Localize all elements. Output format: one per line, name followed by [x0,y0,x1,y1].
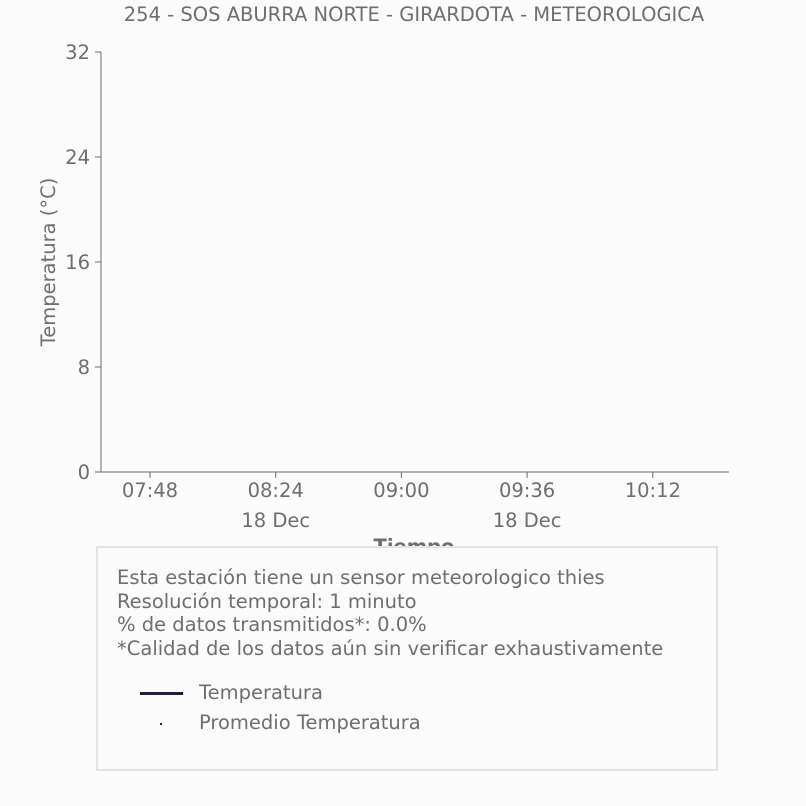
info-line-resolution: Resolución temporal: 1 minuto [117,589,417,613]
x-tick-label: 08:24 [247,479,304,502]
y-tick-label: 32 [65,41,90,64]
y-axis-title: Temperatura (°C) [37,177,60,347]
info-line-transmitted: % de datos transmitidos*: 0.0% [117,613,427,636]
legend-item-temperatura [140,680,560,710]
legend [140,680,560,740]
x-axis-ticks [122,472,681,532]
legend-label: Promedio Temperatura [199,711,421,734]
legend-dot-marker [160,723,162,725]
y-tick-label: 8 [77,356,90,379]
x-tick-date-label: 18 Dec [241,509,311,532]
y-tick-label: 16 [65,251,90,274]
info-box [96,546,718,771]
legend-item-promedio [140,710,560,740]
info-line-quality: *Calidad de los datos aún sin verificar exhaustivamente [117,636,664,660]
y-tick-label: 24 [65,146,90,169]
x-tick-label: 07:48 [121,479,179,502]
x-tick-label: 09:00 [373,479,430,502]
info-line-sensor: Esta estación tiene un sensor meteorologico thies [117,566,605,589]
x-tick-label: 09:36 [498,479,556,502]
chart-title: 254 - SOS ABURRA NORTE - GIRARDOTA - METEOROLOGICA [123,3,705,26]
legend-line-marker [140,692,183,695]
info-text [117,566,663,660]
legend-label: Temperatura [199,681,323,704]
x-tick-date-label: 18 Dec [492,509,562,532]
x-tick-label: 10:12 [624,479,681,502]
y-axis-ticks [65,41,101,484]
y-tick-label: 0 [77,461,90,484]
